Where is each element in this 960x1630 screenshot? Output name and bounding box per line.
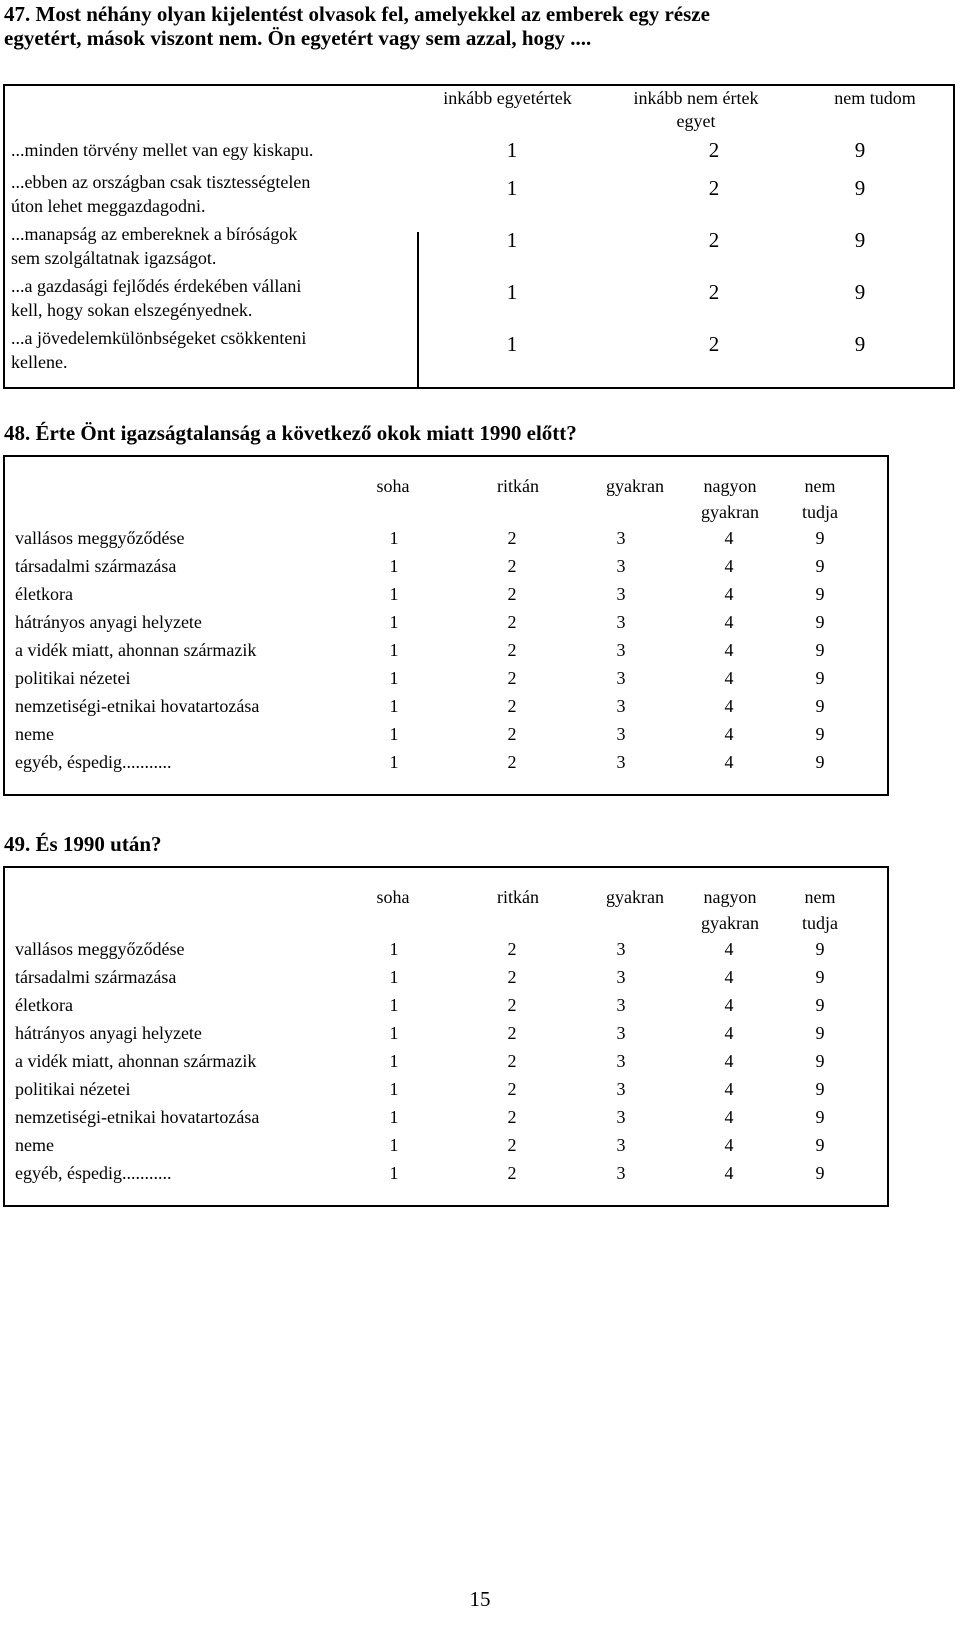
answer-code-dont-know: 9 xyxy=(854,228,866,252)
column-header-rarely: ritkán xyxy=(497,476,539,496)
column-header-dont-know xyxy=(790,473,850,525)
answer-code: 2 xyxy=(507,1051,517,1071)
table-row xyxy=(5,720,887,748)
answer-code-disagree: 2 xyxy=(708,228,720,252)
statement-text-line1: ...ebben az országban csak tisztességtelen xyxy=(11,172,311,192)
answer-code: 1 xyxy=(389,724,399,744)
table-row xyxy=(5,692,887,720)
answer-code: 4 xyxy=(724,528,734,548)
statement-text-line2: kell, hogy sokan elszegényednek. xyxy=(11,300,253,320)
row-label: egyéb, éspedig........... xyxy=(15,752,172,772)
statement-text-line2: sem szolgáltatnak igazságot. xyxy=(11,248,217,268)
answer-code-agree: 1 xyxy=(506,176,518,200)
answer-code: 3 xyxy=(616,1079,626,1099)
table-row xyxy=(5,524,887,552)
answer-code: 4 xyxy=(724,556,734,576)
row-label: hátrányos anyagi helyzete xyxy=(15,612,202,632)
answer-code: 3 xyxy=(616,967,626,987)
answer-code-agree: 1 xyxy=(506,228,518,252)
answer-code: 9 xyxy=(815,556,825,576)
answer-code: 1 xyxy=(389,1051,399,1071)
question-47-heading-line1: 47. Most néhány olyan kijelentést olvasok fel, amelyekkel az emberek egy része xyxy=(4,2,710,26)
answer-code: 4 xyxy=(724,1163,734,1183)
column-header-very-often-line1: nagyon xyxy=(703,476,757,496)
answer-code: 1 xyxy=(389,528,399,548)
answer-code-disagree: 2 xyxy=(708,280,720,304)
answer-code: 2 xyxy=(507,752,517,772)
answer-code: 2 xyxy=(507,612,517,632)
table-row xyxy=(5,748,887,776)
answer-code: 1 xyxy=(389,696,399,716)
answer-code: 9 xyxy=(815,752,825,772)
column-header-disagree-line1: inkább nem értek xyxy=(633,88,759,108)
table-row xyxy=(5,1103,887,1131)
answer-code: 2 xyxy=(507,696,517,716)
statement-text-line2: kellene. xyxy=(11,352,68,372)
column-header-agree: inkább egyetértek xyxy=(443,88,572,108)
column-header-dont-know: nem tudom xyxy=(834,88,916,108)
answer-code: 9 xyxy=(815,1107,825,1127)
statement-text-line1: ...a gazdasági fejlődés érdekében vállani xyxy=(11,276,302,296)
answer-code: 4 xyxy=(724,640,734,660)
answer-code-dont-know: 9 xyxy=(854,138,866,162)
row-label: a vidék miatt, ahonnan származik xyxy=(15,1051,257,1071)
answer-code: 3 xyxy=(616,752,626,772)
table-row xyxy=(5,1159,887,1187)
answer-code: 2 xyxy=(507,640,517,660)
answer-code: 9 xyxy=(815,1051,825,1071)
answer-code: 9 xyxy=(815,1023,825,1043)
answer-code: 4 xyxy=(724,1107,734,1127)
row-label: politikai nézetei xyxy=(15,1079,131,1099)
answer-code: 2 xyxy=(507,1163,517,1183)
answer-code: 4 xyxy=(724,612,734,632)
answer-code: 3 xyxy=(616,1107,626,1127)
column-header-dont-know-line2: tudja xyxy=(802,502,838,522)
answer-code: 3 xyxy=(616,584,626,604)
answer-code: 4 xyxy=(724,1135,734,1155)
answer-code: 2 xyxy=(507,1023,517,1043)
answer-code-agree: 1 xyxy=(506,138,518,162)
row-label: egyéb, éspedig........... xyxy=(15,1163,172,1183)
answer-code: 1 xyxy=(389,612,399,632)
answer-code: 4 xyxy=(724,939,734,959)
row-label: a vidék miatt, ahonnan származik xyxy=(15,640,257,660)
column-header-dont-know-line1: nem xyxy=(804,476,836,496)
answer-code: 4 xyxy=(724,1051,734,1071)
answer-code: 9 xyxy=(815,668,825,688)
answer-code: 9 xyxy=(815,584,825,604)
answer-code: 9 xyxy=(815,1135,825,1155)
table-row xyxy=(5,963,887,991)
answer-code: 2 xyxy=(507,1079,517,1099)
answer-code: 3 xyxy=(616,640,626,660)
answer-code: 4 xyxy=(724,967,734,987)
question-48-heading: 48. Érte Önt igazságtalanság a következő okok miatt 1990 előtt? xyxy=(4,421,577,445)
answer-code: 3 xyxy=(616,696,626,716)
answer-code-dont-know: 9 xyxy=(854,176,866,200)
answer-code-disagree: 2 xyxy=(708,332,720,356)
answer-code: 4 xyxy=(724,668,734,688)
answer-code: 3 xyxy=(616,724,626,744)
answer-code: 1 xyxy=(389,1079,399,1099)
row-label: vallásos meggyőződése xyxy=(15,528,185,548)
table-row xyxy=(5,1131,887,1159)
column-header-very-often xyxy=(685,884,775,936)
answer-code: 2 xyxy=(507,724,517,744)
column-header-very-often-line2: gyakran xyxy=(701,913,759,933)
column-divider xyxy=(417,232,419,389)
answer-code: 2 xyxy=(507,1135,517,1155)
row-label: nemzetiségi-etnikai hovatartozása xyxy=(15,1107,260,1127)
table-row xyxy=(5,636,887,664)
answer-code: 1 xyxy=(389,584,399,604)
answer-code: 3 xyxy=(616,995,626,1015)
answer-code: 3 xyxy=(616,1023,626,1043)
answer-code: 2 xyxy=(507,584,517,604)
answer-code-disagree: 2 xyxy=(708,176,720,200)
statement-text-line1: ...a jövedelemkülönbségeket csökkenteni xyxy=(11,328,307,348)
answer-code: 4 xyxy=(724,696,734,716)
row-label: társadalmi származása xyxy=(15,967,177,987)
answer-code: 2 xyxy=(507,995,517,1015)
answer-code: 3 xyxy=(616,556,626,576)
answer-code: 1 xyxy=(389,668,399,688)
answer-code-disagree: 2 xyxy=(708,138,720,162)
answer-code: 1 xyxy=(389,1023,399,1043)
answer-code: 1 xyxy=(389,939,399,959)
answer-code: 1 xyxy=(389,1163,399,1183)
answer-code: 1 xyxy=(389,995,399,1015)
answer-code: 9 xyxy=(815,1079,825,1099)
column-header-dont-know-line1: nem xyxy=(804,887,836,907)
column-header-very-often-line1: nagyon xyxy=(703,887,757,907)
answer-code-agree: 1 xyxy=(506,332,518,356)
answer-code: 1 xyxy=(389,752,399,772)
answer-code: 4 xyxy=(724,995,734,1015)
row-label: vallásos meggyőződése xyxy=(15,939,185,959)
row-label: nemzetiségi-etnikai hovatartozása xyxy=(15,696,260,716)
statement-text: ...minden törvény mellet van egy kiskapu. xyxy=(11,140,314,160)
column-header-dont-know-line2: tudja xyxy=(802,913,838,933)
answer-code: 4 xyxy=(724,1079,734,1099)
answer-code: 9 xyxy=(815,724,825,744)
answer-code: 9 xyxy=(815,696,825,716)
answer-code-agree: 1 xyxy=(506,280,518,304)
question-49-heading: 49. És 1990 után? xyxy=(4,832,162,856)
column-header-often: gyakran xyxy=(606,476,664,496)
answer-code: 2 xyxy=(507,668,517,688)
answer-code: 9 xyxy=(815,1163,825,1183)
answer-code: 3 xyxy=(616,939,626,959)
column-header-never: soha xyxy=(376,476,410,496)
answer-code: 2 xyxy=(507,1107,517,1127)
question-47-heading-line2: egyetért, mások viszont nem. Ön egyetért vagy sem azzal, hogy .... xyxy=(4,26,592,50)
statement-text-line1: ...manapság az embereknek a bíróságok xyxy=(11,224,298,244)
answer-code: 1 xyxy=(389,1107,399,1127)
answer-code: 3 xyxy=(616,1163,626,1183)
row-label: társadalmi származása xyxy=(15,556,177,576)
answer-code: 3 xyxy=(616,1135,626,1155)
column-header-never: soha xyxy=(376,887,410,907)
question-47-table xyxy=(3,84,955,389)
answer-code: 3 xyxy=(616,528,626,548)
answer-code: 2 xyxy=(507,967,517,987)
statement-text-line2: úton lehet meggazdagodni. xyxy=(11,196,206,216)
row-label: életkora xyxy=(15,995,73,1015)
answer-code: 9 xyxy=(815,640,825,660)
answer-code: 1 xyxy=(389,556,399,576)
answer-code: 4 xyxy=(724,752,734,772)
column-header-disagree-line2: egyet xyxy=(676,111,716,131)
column-header-dont-know xyxy=(790,884,850,936)
row-label: neme xyxy=(15,1135,54,1155)
row-label: életkora xyxy=(15,584,73,604)
column-header-rarely: ritkán xyxy=(497,887,539,907)
table-row xyxy=(5,580,887,608)
answer-code: 2 xyxy=(507,939,517,959)
column-header-very-often xyxy=(685,473,775,525)
table-row xyxy=(5,935,887,963)
table-row xyxy=(5,1019,887,1047)
answer-code: 9 xyxy=(815,939,825,959)
answer-code: 1 xyxy=(389,640,399,660)
answer-code: 3 xyxy=(616,612,626,632)
question-49-table xyxy=(3,866,889,1207)
answer-code: 2 xyxy=(507,556,517,576)
page-number: 15 xyxy=(469,1587,491,1611)
answer-code: 9 xyxy=(815,967,825,987)
table-row xyxy=(5,664,887,692)
column-header-often: gyakran xyxy=(606,887,664,907)
answer-code-dont-know: 9 xyxy=(854,332,866,356)
column-header-very-often-line2: gyakran xyxy=(701,502,759,522)
row-label: politikai nézetei xyxy=(15,668,131,688)
answer-code: 9 xyxy=(815,995,825,1015)
table-row xyxy=(5,1047,887,1075)
answer-code: 1 xyxy=(389,967,399,987)
row-label: neme xyxy=(15,724,54,744)
answer-code: 3 xyxy=(616,668,626,688)
answer-code: 4 xyxy=(724,584,734,604)
answer-code: 3 xyxy=(616,1051,626,1071)
answer-code-dont-know: 9 xyxy=(854,280,866,304)
answer-code: 2 xyxy=(507,528,517,548)
answer-code: 4 xyxy=(724,724,734,744)
answer-code: 9 xyxy=(815,612,825,632)
column-header-disagree xyxy=(601,87,791,133)
table-row xyxy=(5,608,887,636)
answer-code: 1 xyxy=(389,1135,399,1155)
table-row xyxy=(5,991,887,1019)
question-47-heading xyxy=(4,2,954,50)
answer-code: 4 xyxy=(724,1023,734,1043)
table-row xyxy=(5,1075,887,1103)
answer-code: 9 xyxy=(815,528,825,548)
question-48-table xyxy=(3,455,889,796)
row-label: hátrányos anyagi helyzete xyxy=(15,1023,202,1043)
table-row xyxy=(5,552,887,580)
